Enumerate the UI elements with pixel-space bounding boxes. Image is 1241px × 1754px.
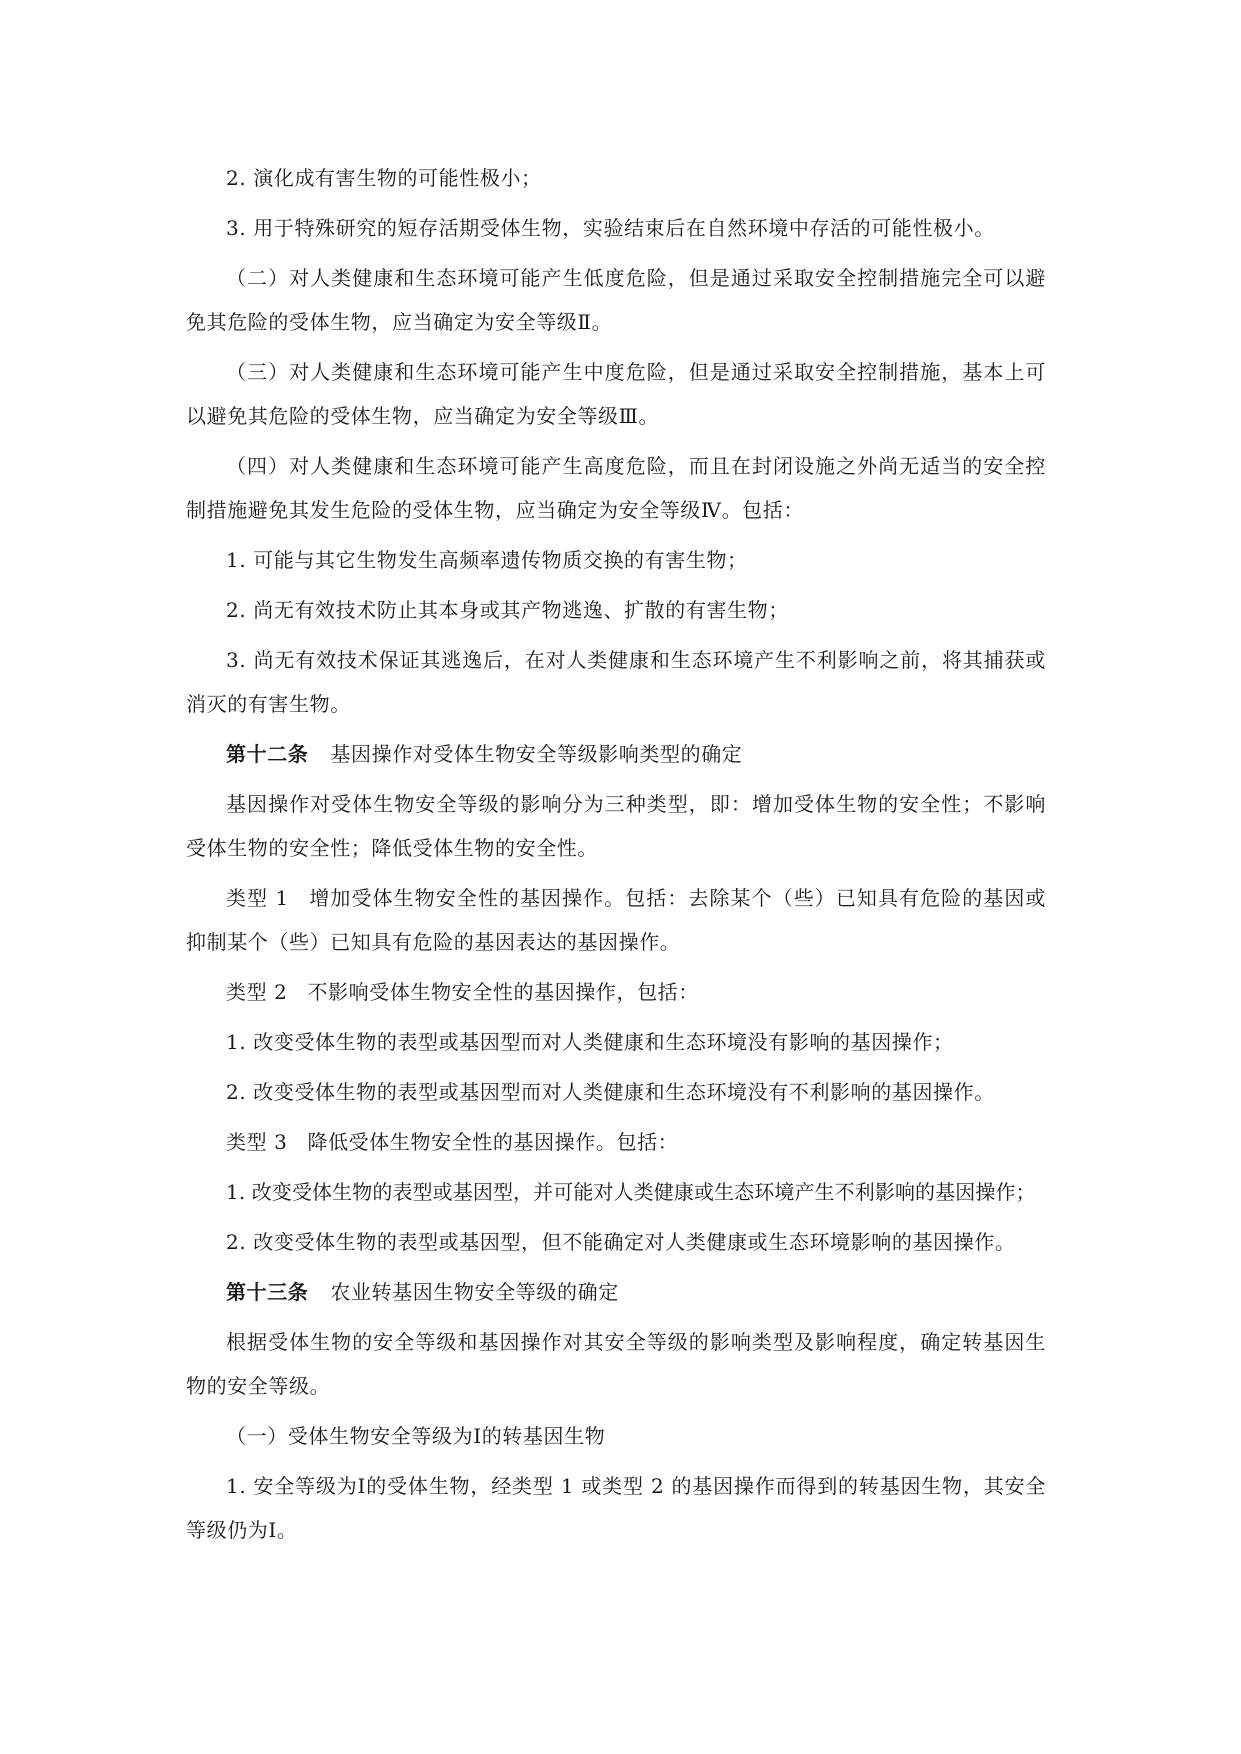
type-text: 降低受体生物安全性的基因操作。包括： [307,1130,679,1154]
list-item: 1. 改变受体生物的表型或基因型而对人类健康和生态环境没有影响的基因操作； [226,1030,954,1054]
type-text: 不影响受体生物安全性的基因操作，包括： [307,980,699,1004]
type-label: 类型 1 [226,886,289,910]
list-item: 2. 改变受体生物的表型或基因型而对人类健康和生态环境没有不利影响的基因操作。 [226,1080,995,1104]
article-title: 农业转基因生物安全等级的确定 [330,1280,619,1304]
paragraph: 基因操作对受体生物安全等级的影响分为三种类型，即：增加受体生物的安全性；不影响受体生物的安全性；降低受体生物的安全性。 [186,792,1046,860]
type-paragraph [186,970,1046,1014]
document-page [186,156,1046,1558]
type-paragraph [186,876,1046,964]
list-item: 2. 改变受体生物的表型或基因型，但不能确定对人类健康或生态环境影响的基因操作。 [226,1230,1016,1254]
article-heading-12 [186,732,1046,776]
paragraph: （三）对人类健康和生态环境可能产生中度危险，但是通过采取安全控制措施，基本上可以避免其危险的受体生物，应当确定为安全等级Ⅲ。 [186,360,1046,428]
article-heading-13 [186,1270,1046,1314]
list-item: 1. 可能与其它生物发生高频率遗传物质交换的有害生物； [226,548,748,572]
paragraph: （四）对人类健康和生态环境可能产生高度危险，而且在封闭设施之外尚无适当的安全控制措施避免其发生危险的受体生物，应当确定为安全等级Ⅳ。包括： [186,454,1046,522]
type-paragraph [186,1120,1046,1164]
article-number: 第十二条 [226,742,309,766]
subsection-heading: （一）受体生物安全等级为Ⅰ的转基因生物 [226,1424,606,1448]
paragraph: 根据受体生物的安全等级和基因操作对其安全等级的影响类型及影响程度，确定转基因生物的安全等级。 [186,1330,1046,1398]
list-item: 1. 改变受体生物的表型或基因型，并可能对人类健康或生态环境产生不利影响的基因操作； [226,1180,1036,1204]
type-label: 类型 3 [226,1130,288,1154]
type-text: 增加受体生物安全性的基因操作。包括：去除某个（些）已知具有危险的基因或抑制某个（些）已知具有危险的基因表达的基因操作。 [186,886,1047,954]
type-label: 类型 2 [226,980,288,1004]
article-title: 基因操作对受体生物安全等级影响类型的确定 [330,742,743,766]
list-item: 1. 安全等级为Ⅰ的受体生物，经类型 1 或类型 2 的基因操作而得到的转基因生物，其安全等级仍为Ⅰ。 [186,1474,1046,1542]
list-item: 3. 尚无有效技术保证其逃逸后，在对人类健康和生态环境产生不利影响之前，将其捕获或消灭的有害生物。 [186,648,1046,716]
list-item: 2. 尚无有效技术防止其本身或其产物逃逸、扩散的有害生物； [226,598,789,622]
article-number: 第十三条 [226,1280,309,1304]
list-item: 3. 用于特殊研究的短存活期受体生物，实验结束后在自然环境中存活的可能性极小。 [226,216,995,240]
list-item: 2. 演化成有害生物的可能性极小； [226,166,542,190]
paragraph: （二）对人类健康和生态环境可能产生低度危险，但是通过采取安全控制措施完全可以避免其危险的受体生物，应当确定为安全等级Ⅱ。 [186,266,1046,334]
